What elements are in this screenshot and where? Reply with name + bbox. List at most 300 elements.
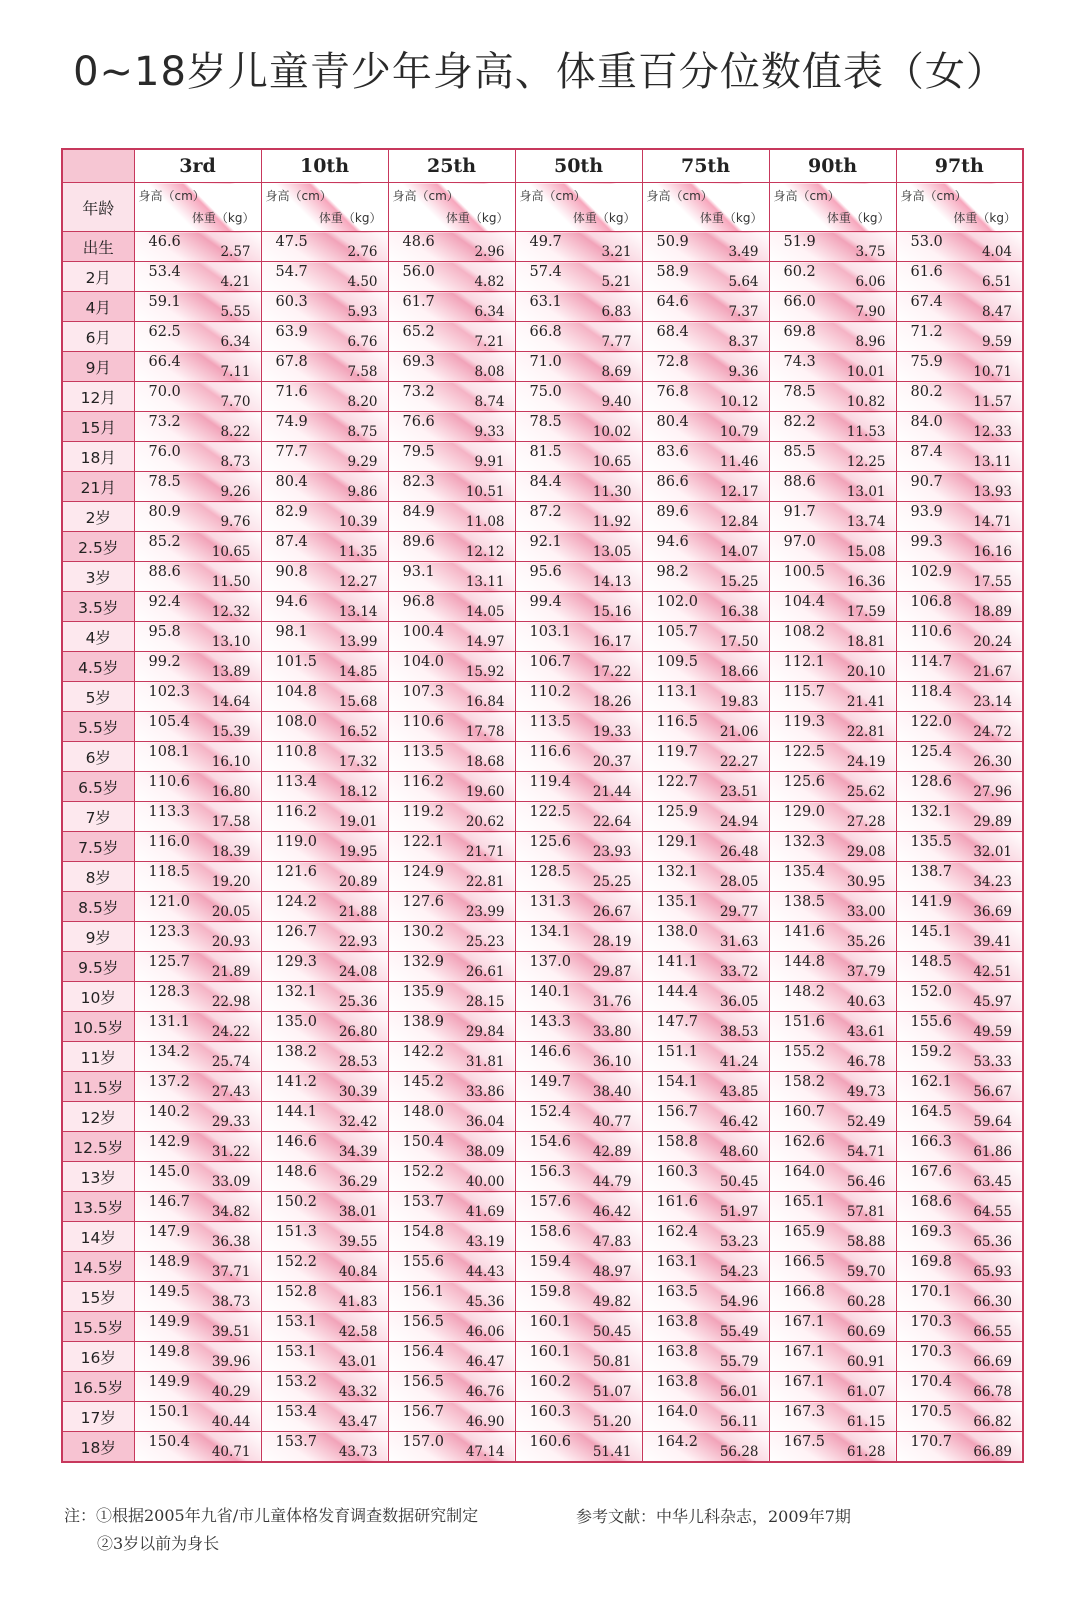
weight-value: 48.97	[592, 1264, 632, 1280]
height-value: 157.6	[529, 1194, 572, 1210]
height-value: 106.7	[529, 654, 572, 670]
weight-value: 18.89	[973, 604, 1012, 620]
weight-value: 29.87	[592, 964, 632, 980]
weight-value: 27.96	[973, 784, 1012, 800]
height-value: 89.6	[402, 534, 435, 550]
value-cell	[896, 982, 1023, 1012]
weight-value: 16.80	[211, 784, 251, 800]
unit-header-cell	[642, 183, 769, 232]
value-cell	[515, 1282, 642, 1312]
height-value: 170.5	[910, 1404, 953, 1420]
value-cell	[896, 412, 1023, 442]
table-row	[62, 1342, 1023, 1372]
weight-value: 54.71	[846, 1144, 886, 1160]
height-value: 54.7	[275, 264, 308, 280]
value-cell	[515, 712, 642, 742]
height-value: 145.0	[148, 1164, 191, 1180]
value-cell	[896, 1072, 1023, 1102]
weight-value: 7.21	[474, 334, 505, 350]
height-value: 61.6	[910, 264, 943, 280]
age-cell: 5.5岁	[62, 712, 134, 742]
weight-value: 60.69	[846, 1324, 886, 1340]
weight-value: 53.23	[719, 1234, 759, 1250]
height-value: 47.5	[275, 234, 308, 250]
height-value: 156.5	[402, 1374, 445, 1390]
value-cell	[388, 982, 515, 1012]
weight-value: 12.12	[465, 544, 505, 560]
value-cell	[769, 862, 896, 892]
weight-value: 50.45	[719, 1174, 759, 1190]
value-cell	[896, 1252, 1023, 1282]
value-cell	[642, 382, 769, 412]
value-cell	[769, 1402, 896, 1432]
height-value: 53.4	[148, 264, 181, 280]
weight-value: 65.93	[973, 1264, 1012, 1280]
height-value: 104.0	[402, 654, 445, 670]
height-value: 58.9	[656, 264, 689, 280]
value-cell	[769, 1192, 896, 1222]
unit-header-row	[62, 183, 1023, 232]
height-value: 118.4	[910, 684, 953, 700]
height-value: 162.4	[656, 1224, 699, 1240]
value-cell	[642, 1072, 769, 1102]
height-value: 153.2	[275, 1374, 318, 1390]
age-cell: 9月	[62, 352, 134, 382]
value-cell	[261, 862, 388, 892]
height-value: 116.5	[656, 714, 699, 730]
height-value: 135.4	[783, 864, 826, 880]
table-row	[62, 922, 1023, 952]
value-cell	[515, 1372, 642, 1402]
weight-value: 54.23	[719, 1264, 759, 1280]
weight-value: 28.15	[465, 994, 505, 1010]
weight-value: 9.29	[347, 454, 378, 470]
age-cell: 4月	[62, 292, 134, 322]
weight-value: 9.59	[981, 334, 1012, 350]
weight-value: 46.42	[719, 1114, 759, 1130]
weight-value: 10.39	[338, 514, 378, 530]
height-value: 167.1	[783, 1314, 826, 1330]
age-cell: 14.5岁	[62, 1252, 134, 1282]
value-cell	[769, 952, 896, 982]
height-value: 122.5	[783, 744, 826, 760]
value-cell	[134, 1222, 261, 1252]
value-cell	[388, 1282, 515, 1312]
value-cell	[388, 1192, 515, 1222]
weight-value: 56.46	[846, 1174, 886, 1190]
height-value: 152.8	[275, 1284, 318, 1300]
height-value: 49.7	[529, 234, 562, 250]
height-value: 150.2	[275, 1194, 318, 1210]
value-cell	[642, 292, 769, 322]
value-cell	[134, 352, 261, 382]
height-value: 132.1	[656, 864, 699, 880]
height-value: 154.6	[529, 1134, 572, 1150]
weight-value: 60.28	[846, 1294, 886, 1310]
value-cell	[642, 1372, 769, 1402]
percentile-header: 90th	[769, 149, 896, 183]
weight-value: 23.93	[592, 844, 632, 860]
weight-value: 17.55	[973, 574, 1012, 590]
height-value: 131.1	[148, 1014, 191, 1030]
value-cell	[261, 1402, 388, 1432]
age-cell: 4.5岁	[62, 652, 134, 682]
weight-value: 49.82	[592, 1294, 632, 1310]
height-value: 131.3	[529, 894, 572, 910]
age-cell: 16岁	[62, 1342, 134, 1372]
value-cell	[515, 1432, 642, 1463]
height-value: 76.8	[656, 384, 689, 400]
weight-value: 18.26	[592, 694, 632, 710]
weight-value: 38.53	[719, 1024, 759, 1040]
age-cell: 21月	[62, 472, 134, 502]
weight-value: 36.05	[719, 994, 759, 1010]
weight-value: 24.19	[846, 754, 886, 770]
value-cell	[388, 1402, 515, 1432]
table-row	[62, 802, 1023, 832]
height-value: 138.9	[402, 1014, 445, 1030]
height-value: 163.8	[656, 1314, 699, 1330]
value-cell	[896, 742, 1023, 772]
height-value: 155.6	[402, 1254, 445, 1270]
weight-value: 18.39	[211, 844, 251, 860]
value-cell	[388, 1252, 515, 1282]
height-value: 132.1	[275, 984, 318, 1000]
value-cell	[896, 772, 1023, 802]
value-cell	[134, 532, 261, 562]
age-cell: 2月	[62, 262, 134, 292]
table-row	[62, 742, 1023, 772]
weight-value: 40.63	[846, 994, 886, 1010]
value-cell	[642, 742, 769, 772]
value-cell	[388, 802, 515, 832]
age-column-header: 年龄	[62, 183, 134, 232]
age-cell: 15.5岁	[62, 1312, 134, 1342]
height-value: 94.6	[275, 594, 308, 610]
height-value: 160.3	[656, 1164, 699, 1180]
height-value: 140.2	[148, 1104, 191, 1120]
height-value: 157.0	[402, 1434, 445, 1450]
value-cell	[642, 832, 769, 862]
table-row	[62, 862, 1023, 892]
value-cell	[134, 772, 261, 802]
value-cell	[642, 592, 769, 622]
height-value: 150.4	[402, 1134, 445, 1150]
age-cell: 18岁	[62, 1432, 134, 1463]
value-cell	[134, 922, 261, 952]
weight-value: 32.01	[973, 844, 1012, 860]
value-cell	[134, 562, 261, 592]
value-cell	[896, 682, 1023, 712]
weight-value: 20.62	[465, 814, 505, 830]
height-value: 170.7	[910, 1434, 953, 1450]
value-cell	[261, 472, 388, 502]
weight-value: 5.21	[601, 274, 632, 290]
value-cell	[769, 442, 896, 472]
weight-value: 8.75	[347, 424, 378, 440]
weight-value: 21.88	[338, 904, 378, 920]
percentile-header: 50th	[515, 149, 642, 183]
weight-value: 56.67	[973, 1084, 1012, 1100]
value-cell	[261, 592, 388, 622]
value-cell	[769, 892, 896, 922]
table-row	[62, 1192, 1023, 1222]
weight-value: 59.70	[846, 1264, 886, 1280]
percentile-header: 10th	[261, 149, 388, 183]
weight-value: 21.67	[973, 664, 1012, 680]
height-value: 156.7	[656, 1104, 699, 1120]
height-value: 170.1	[910, 1284, 953, 1300]
height-value: 146.6	[275, 1134, 318, 1150]
weight-value: 29.33	[211, 1114, 251, 1130]
height-value: 122.1	[402, 834, 445, 850]
weight-value: 43.19	[465, 1234, 505, 1250]
height-value: 80.9	[148, 504, 181, 520]
weight-value: 41.69	[465, 1204, 505, 1220]
height-value: 160.6	[529, 1434, 572, 1450]
value-cell	[134, 1312, 261, 1342]
height-value: 81.5	[529, 444, 562, 460]
value-cell	[515, 322, 642, 352]
height-value: 51.9	[783, 234, 816, 250]
weight-value: 29.08	[846, 844, 886, 860]
value-cell	[388, 652, 515, 682]
height-value: 129.0	[783, 804, 826, 820]
value-cell	[896, 532, 1023, 562]
value-cell	[261, 652, 388, 682]
value-cell	[642, 502, 769, 532]
weight-value: 40.71	[211, 1444, 251, 1460]
weight-value: 9.40	[601, 394, 632, 410]
weight-value: 40.77	[592, 1114, 632, 1130]
height-value: 82.3	[402, 474, 435, 490]
height-value: 68.4	[656, 324, 689, 340]
height-value: 135.1	[656, 894, 699, 910]
value-cell	[134, 1012, 261, 1042]
value-cell	[515, 1222, 642, 1252]
value-cell	[642, 1222, 769, 1252]
value-cell	[896, 652, 1023, 682]
weight-value: 5.55	[220, 304, 251, 320]
age-cell: 15岁	[62, 1282, 134, 1312]
weight-value: 17.59	[846, 604, 886, 620]
weight-value: 46.90	[465, 1414, 505, 1430]
weight-value: 19.60	[465, 784, 505, 800]
height-value: 59.1	[148, 294, 181, 310]
height-value: 70.0	[148, 384, 181, 400]
value-cell	[388, 472, 515, 502]
weight-unit-label: 体重（kg）	[826, 211, 890, 225]
weight-value: 4.04	[981, 244, 1012, 260]
value-cell	[261, 712, 388, 742]
age-cell: 3.5岁	[62, 592, 134, 622]
value-cell	[261, 742, 388, 772]
value-cell	[769, 1132, 896, 1162]
age-cell: 3岁	[62, 562, 134, 592]
value-cell	[515, 412, 642, 442]
height-value: 138.0	[656, 924, 699, 940]
age-cell: 14岁	[62, 1222, 134, 1252]
value-cell	[769, 502, 896, 532]
height-value: 159.4	[529, 1254, 572, 1270]
weight-value: 10.65	[211, 544, 251, 560]
height-value: 163.8	[656, 1374, 699, 1390]
height-value: 144.1	[275, 1104, 318, 1120]
weight-value: 16.17	[592, 634, 632, 650]
table-row	[62, 832, 1023, 862]
height-value: 153.7	[275, 1434, 318, 1450]
table-body	[62, 232, 1023, 1463]
age-cell: 出生	[62, 232, 134, 262]
value-cell	[896, 262, 1023, 292]
height-value: 170.3	[910, 1344, 953, 1360]
height-value: 84.9	[402, 504, 435, 520]
height-value: 151.6	[783, 1014, 826, 1030]
weight-value: 6.34	[474, 304, 505, 320]
height-value: 102.3	[148, 684, 191, 700]
weight-value: 2.76	[347, 244, 378, 260]
height-value: 110.6	[910, 624, 953, 640]
age-cell: 12岁	[62, 1102, 134, 1132]
table-row	[62, 1402, 1023, 1432]
weight-value: 50.81	[592, 1354, 632, 1370]
height-value: 71.6	[275, 384, 308, 400]
value-cell	[642, 532, 769, 562]
value-cell	[896, 892, 1023, 922]
weight-value: 11.92	[592, 514, 632, 530]
height-value: 144.8	[783, 954, 826, 970]
weight-value: 66.82	[973, 1414, 1012, 1430]
height-value: 124.9	[402, 864, 445, 880]
height-value: 158.6	[529, 1224, 572, 1240]
weight-value: 12.27	[338, 574, 378, 590]
weight-value: 23.51	[719, 784, 759, 800]
weight-value: 19.83	[719, 694, 759, 710]
value-cell	[388, 952, 515, 982]
weight-value: 43.61	[846, 1024, 886, 1040]
weight-value: 61.07	[846, 1384, 886, 1400]
height-value: 123.3	[148, 924, 191, 940]
value-cell	[515, 262, 642, 292]
weight-value: 10.01	[846, 364, 886, 380]
value-cell	[388, 862, 515, 892]
table-row	[62, 262, 1023, 292]
weight-value: 7.37	[728, 304, 759, 320]
value-cell	[388, 502, 515, 532]
age-cell: 9岁	[62, 922, 134, 952]
height-value: 127.6	[402, 894, 445, 910]
value-cell	[896, 622, 1023, 652]
weight-value: 49.73	[846, 1084, 886, 1100]
value-cell	[769, 532, 896, 562]
weight-value: 8.37	[728, 334, 759, 350]
weight-value: 40.29	[211, 1384, 251, 1400]
weight-value: 14.97	[465, 634, 505, 650]
value-cell	[388, 892, 515, 922]
height-value: 82.2	[783, 414, 816, 430]
percentile-header: 25th	[388, 149, 515, 183]
value-cell	[134, 322, 261, 352]
value-cell	[642, 952, 769, 982]
height-value: 89.6	[656, 504, 689, 520]
value-cell	[769, 562, 896, 592]
weight-value: 66.69	[973, 1354, 1012, 1370]
weight-value: 6.06	[855, 274, 886, 290]
weight-value: 51.97	[719, 1204, 759, 1220]
value-cell	[896, 1342, 1023, 1372]
value-cell	[261, 922, 388, 952]
table-row	[62, 1432, 1023, 1463]
height-value: 87.2	[529, 504, 562, 520]
height-value: 63.9	[275, 324, 308, 340]
height-value: 63.1	[529, 294, 562, 310]
height-value: 160.1	[529, 1314, 572, 1330]
weight-value: 10.12	[719, 394, 759, 410]
value-cell	[515, 1252, 642, 1282]
corner-cell	[62, 149, 134, 183]
weight-value: 14.64	[211, 694, 251, 710]
value-cell	[642, 862, 769, 892]
weight-value: 19.20	[211, 874, 251, 890]
table-row	[62, 592, 1023, 622]
height-unit-label: 身高（cm）	[900, 189, 967, 203]
weight-value: 14.13	[592, 574, 632, 590]
weight-value: 27.43	[211, 1084, 251, 1100]
height-value: 98.1	[275, 624, 308, 640]
value-cell	[261, 622, 388, 652]
height-value: 163.8	[656, 1344, 699, 1360]
table-row	[62, 1282, 1023, 1312]
weight-value: 4.50	[347, 274, 378, 290]
height-value: 110.2	[529, 684, 572, 700]
value-cell	[388, 712, 515, 742]
table-row	[62, 1072, 1023, 1102]
height-value: 153.1	[275, 1314, 318, 1330]
value-cell	[261, 1192, 388, 1222]
value-cell	[261, 1102, 388, 1132]
value-cell	[515, 592, 642, 622]
value-cell	[769, 1312, 896, 1342]
value-cell	[388, 412, 515, 442]
value-cell	[642, 1042, 769, 1072]
weight-value: 44.43	[465, 1264, 505, 1280]
age-cell: 2岁	[62, 502, 134, 532]
weight-value: 10.51	[465, 484, 505, 500]
value-cell	[642, 1132, 769, 1162]
weight-value: 43.73	[338, 1444, 378, 1460]
weight-value: 66.55	[973, 1324, 1012, 1340]
value-cell	[896, 922, 1023, 952]
weight-value: 26.67	[592, 904, 632, 920]
weight-value: 57.81	[846, 1204, 886, 1220]
weight-value: 20.37	[592, 754, 632, 770]
height-value: 82.9	[275, 504, 308, 520]
weight-value: 44.79	[592, 1174, 632, 1190]
weight-value: 41.24	[719, 1054, 759, 1070]
weight-value: 46.76	[465, 1384, 505, 1400]
height-value: 73.2	[402, 384, 435, 400]
weight-value: 33.86	[465, 1084, 505, 1100]
weight-value: 3.75	[855, 244, 886, 260]
value-cell	[642, 622, 769, 652]
weight-value: 36.10	[592, 1054, 632, 1070]
table-row	[62, 1042, 1023, 1072]
weight-value: 36.29	[338, 1174, 378, 1190]
value-cell	[261, 1072, 388, 1102]
value-cell	[388, 532, 515, 562]
height-value: 167.1	[783, 1374, 826, 1390]
value-cell	[134, 982, 261, 1012]
